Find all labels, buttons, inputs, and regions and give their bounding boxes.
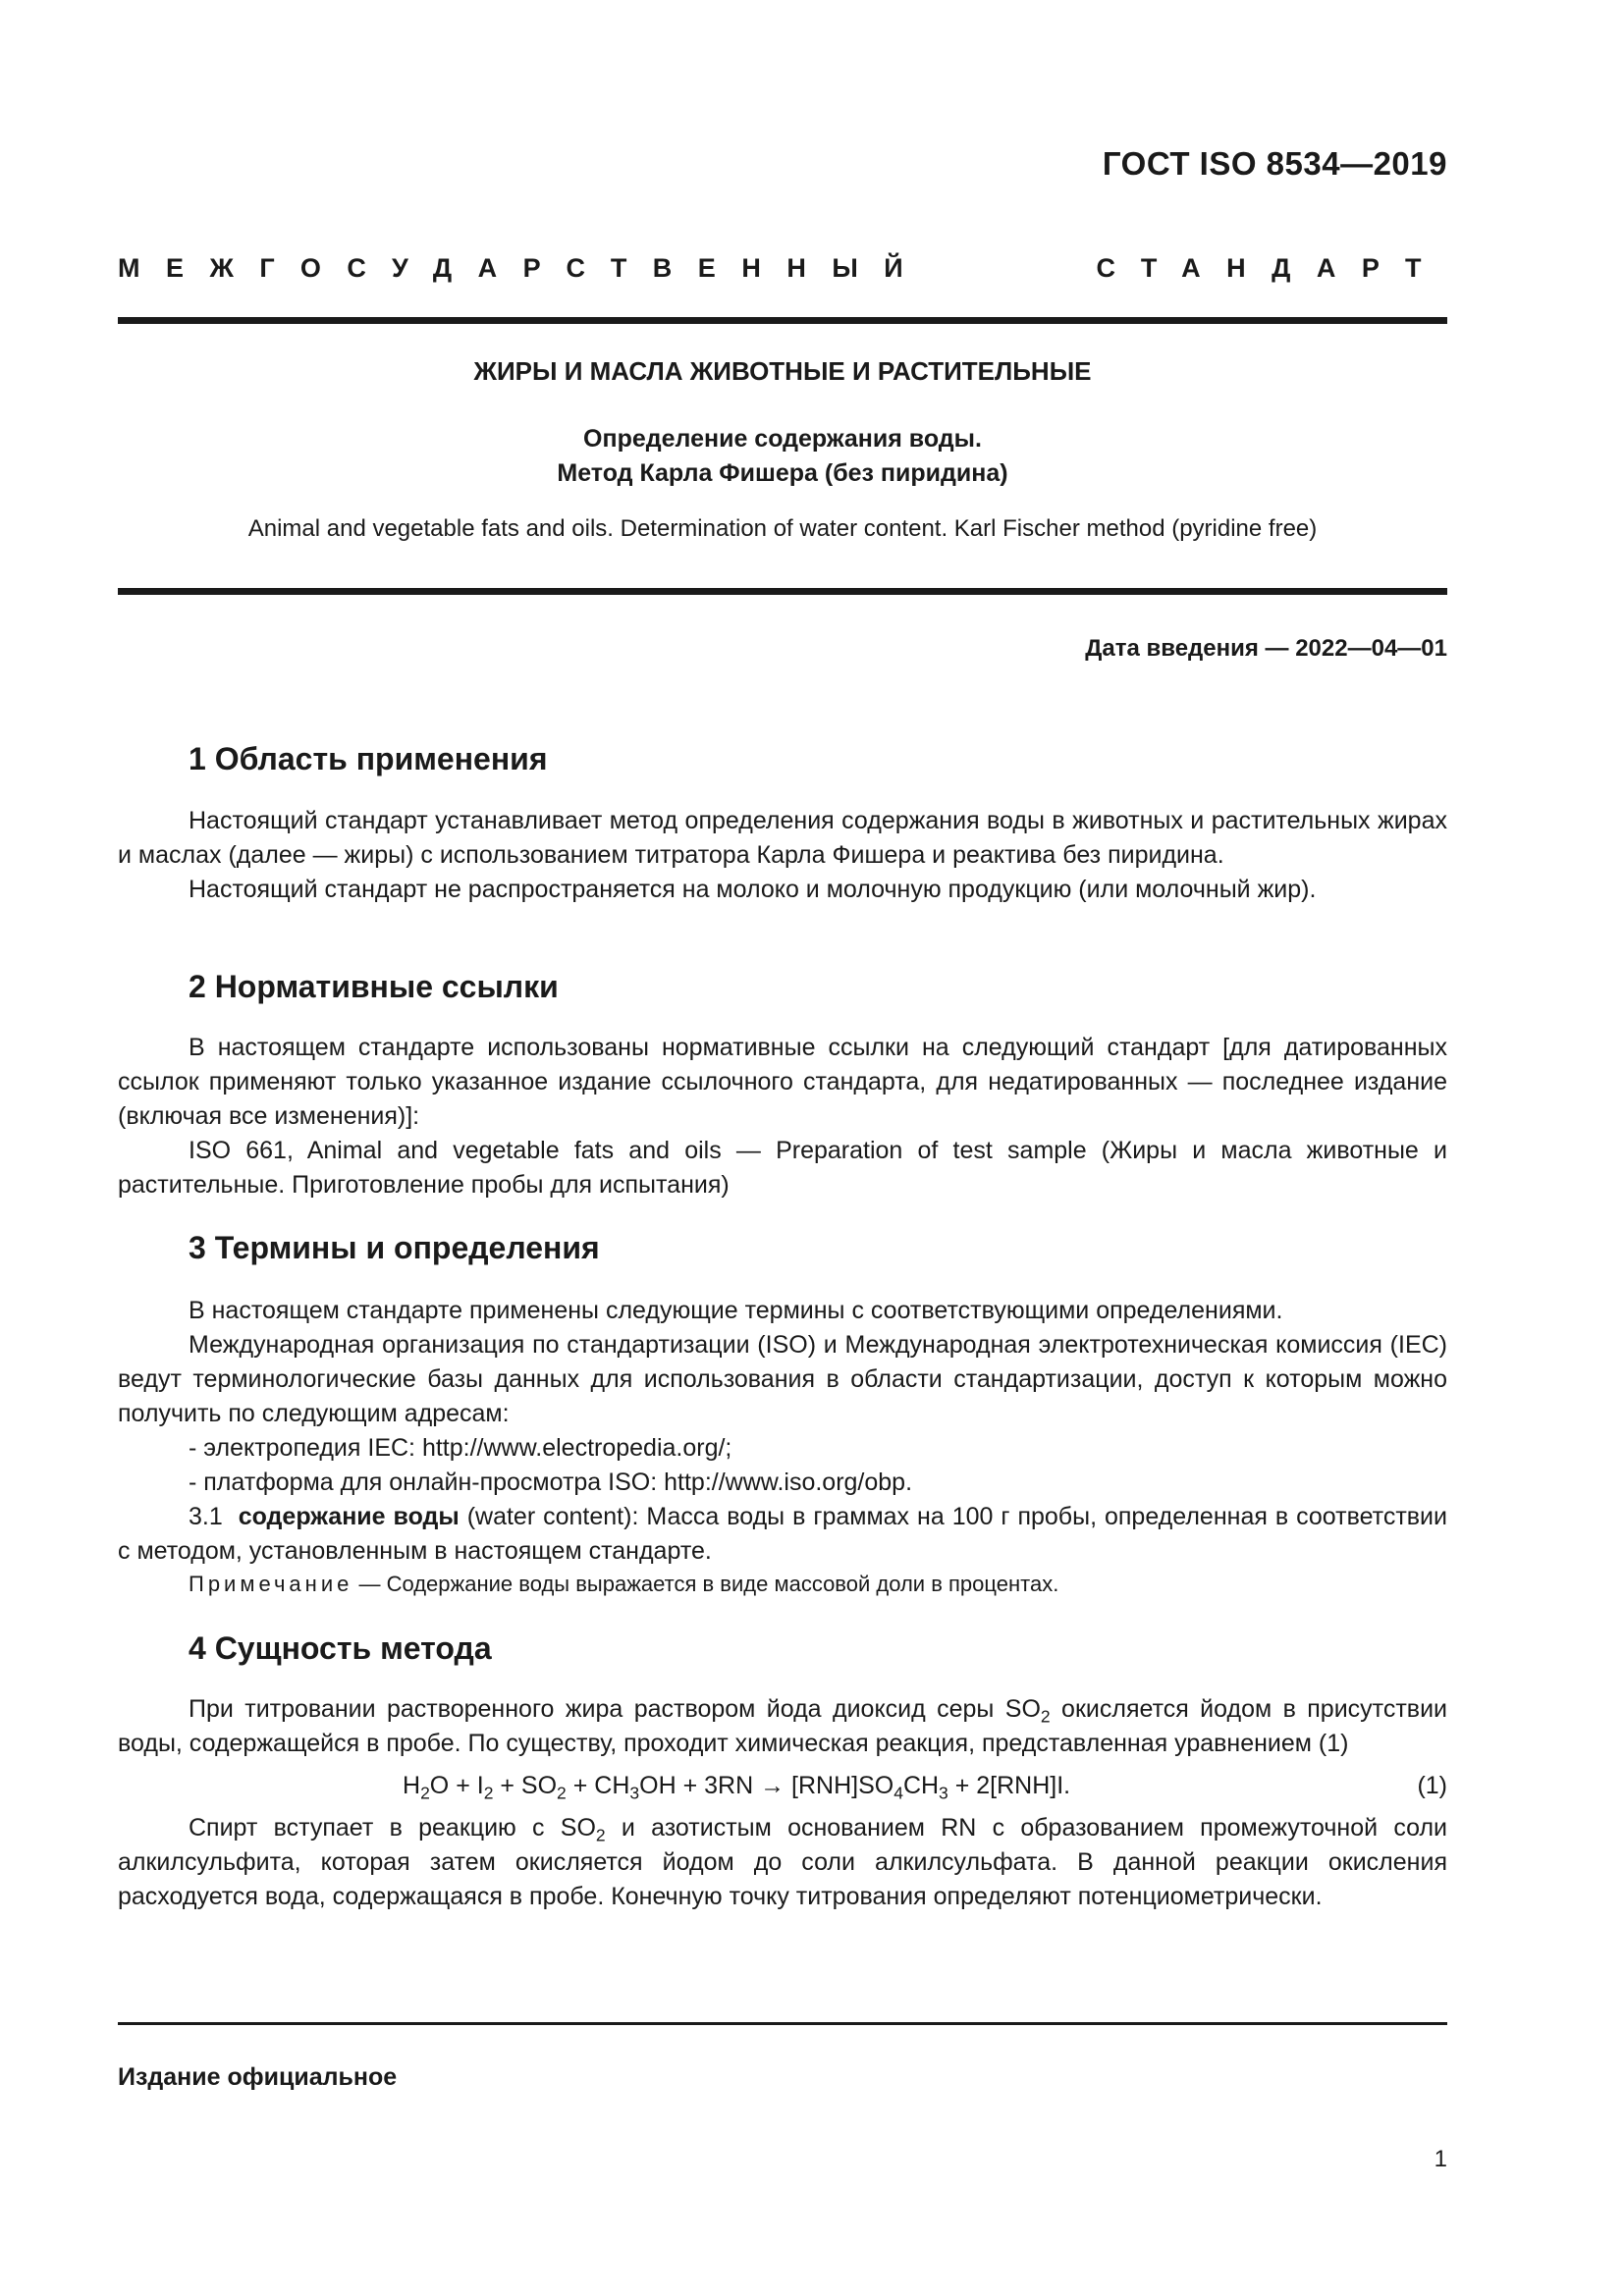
note-label: Примечание <box>189 1572 353 1596</box>
paragraph: ISO 661, Animal and vegetable fats and oils — Preparation of test sample (Жиры и масла животные и растительные. Приготовление пробы для испытания) <box>118 1137 1447 1199</box>
page-number: 1 <box>1434 2146 1447 2172</box>
banner-word-1: МЕЖГОСУДАРСТВЕННЫЙ <box>118 253 930 283</box>
title-rule <box>118 588 1447 595</box>
official-edition: Издание официальное <box>118 2063 398 2091</box>
paragraph: Спирт вступает в реакцию с $SO_2$ и азотистым основанием RN с образованием промежуточной соли алкилсульфита, которая затем окисляется йодом до соли алкилсульфата. В данной реакции окисления расходуется вода, содержащаяся в пробе. Конечную точку титрования определяют потенциометрически. <box>118 1814 1448 1910</box>
list-item: - платформа для онлайн-просмотра ISO: http://www.iso.org/obp. <box>189 1468 913 1496</box>
paragraph: При титровании растворенного жира раствором йода диоксид серы $SO_2$ окисляется йодом в присутствии воды, содержащейся в пробе. По существу, проходит химическая реакция, представленная уравнением (1) <box>118 1695 1447 1757</box>
list-item: - электропедия IEC: http://www.electropedia.org/; <box>189 1434 732 1462</box>
footer-rule <box>118 2022 1447 2025</box>
section-2-body <box>118 1031 1447 1202</box>
note-text: — Содержание воды выражается в виде массовой доли в процентах. <box>358 1572 1059 1596</box>
equation-number: (1) <box>1417 1772 1447 1799</box>
paragraph: В настоящем стандарте применены следующие термины с соответствующими определениями. <box>189 1297 1283 1324</box>
term: содержание воды <box>238 1503 460 1530</box>
paragraph: В настоящем стандарте использованы нормативные ссылки на следующий стандарт [для датированных ссылок применяют только указанное издание ссылочного стандарта, для недатированных — последнее издание (включая все изменения)]: <box>118 1034 1447 1130</box>
standard-banner <box>118 253 1447 284</box>
intro-date: Дата введения — 2022—04—01 <box>1085 635 1447 662</box>
paragraph: Международная организация по стандартизации (ISO) и Международная электротехническая комиссия (IEC) ведут терминологические базы данных для использования в области стандартизации, доступ к которым можно получить по следующим адресам: <box>118 1331 1447 1427</box>
paragraph: Настоящий стандарт не распространяется на молоко и молочную продукцию (или молочный жир). <box>189 876 1317 903</box>
equation-formula: $H_2O + I_2 + SO_2 + CH_3OH + 3RN \to [RNH]SO_4CH_3 + 2[RNH]I$. <box>403 1772 1071 1803</box>
equation-1 <box>118 1769 1447 1803</box>
section-4-body <box>118 1692 1447 1914</box>
header-rule <box>118 317 1447 324</box>
term-definition: 3.1 содержание воды (water content): Масса воды в граммах на 100 г пробы, определенная в соответствии с методом, установленным в настоящем стандарте. <box>118 1503 1447 1565</box>
doc-code: ГОСТ ISO 8534—2019 <box>1102 145 1447 182</box>
doc-title: ЖИРЫ И МАСЛА ЖИВОТНЫЕ И РАСТИТЕЛЬНЫЕ <box>473 356 1092 386</box>
subtitle-line-1: Определение содержания воды. <box>583 425 982 453</box>
banner-word-2: СТАНДАРТ <box>1096 253 1447 283</box>
section-3-heading: 3 Термины и определения <box>189 1230 600 1265</box>
paragraph: Настоящий стандарт устанавливает метод определения содержания воды в животных и растительных жирах и маслах (далее — жиры) с использованием титратора Карла Фишера и реактива без пиридина. <box>118 807 1447 869</box>
doc-subtitle <box>118 422 1447 491</box>
subtitle-line-2: Метод Карла Фишера (без пиридина) <box>557 459 1008 487</box>
section-2-heading: 2 Нормативные ссылки <box>189 969 559 1004</box>
section-1-heading: 1 Область применения <box>189 741 548 776</box>
section-1-body <box>118 804 1447 907</box>
english-title: Animal and vegetable fats and oils. Determination of water content. Karl Fischer method (pyridine free) <box>247 515 1318 542</box>
section-3-body <box>118 1294 1447 1569</box>
note <box>118 1570 1447 1599</box>
section-4-heading: 4 Сущность метода <box>189 1630 492 1666</box>
